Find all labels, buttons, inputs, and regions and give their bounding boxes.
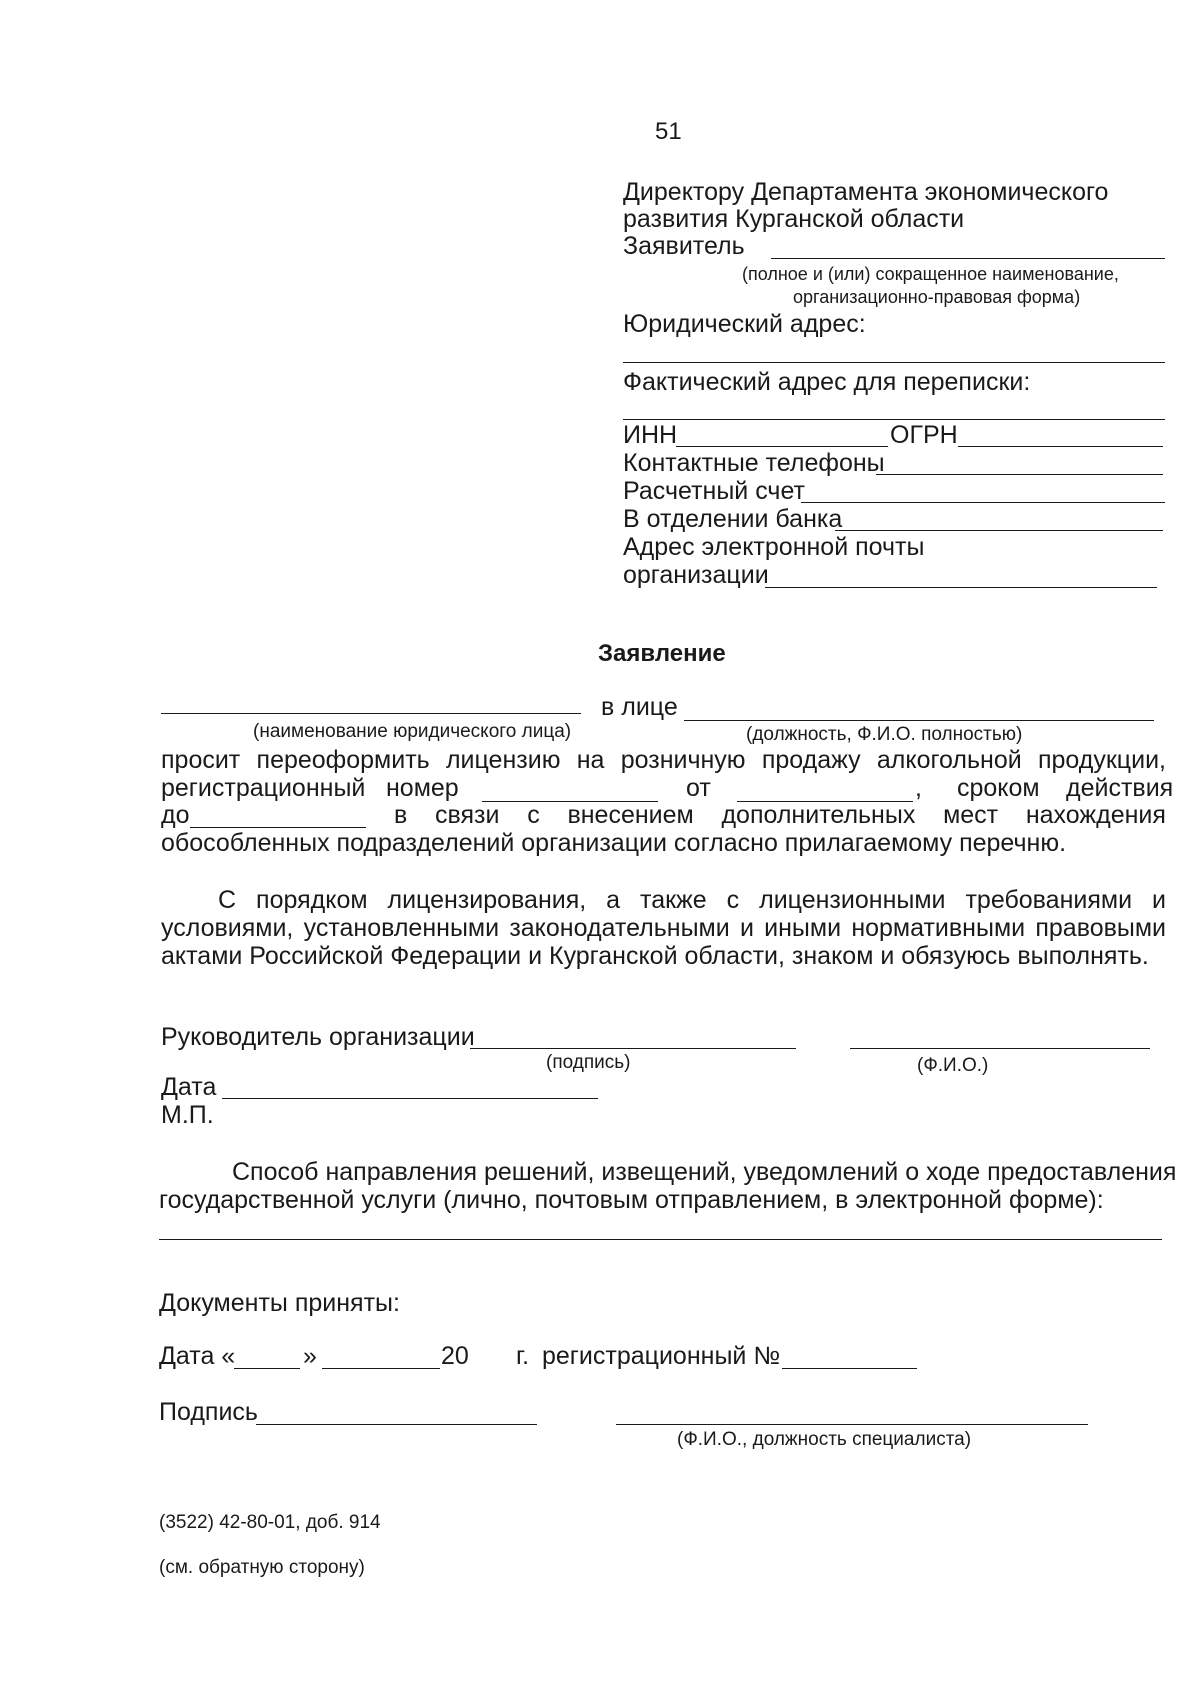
accepted-label: Документы приняты: — [159, 1289, 400, 1317]
comma: , — [915, 774, 922, 802]
specialist-hint: (Ф.И.О., должность специалиста) — [677, 1429, 972, 1450]
actual-address-field[interactable] — [623, 419, 1165, 420]
applicant-field[interactable] — [771, 258, 1165, 259]
head-name-field[interactable] — [850, 1048, 1150, 1049]
legal-address-label: Юридический адрес: — [623, 310, 866, 338]
term-label: сроком — [957, 774, 1040, 802]
email-label-1: Адрес электронной почты — [623, 533, 925, 561]
agreement-word: законодательными — [509, 914, 730, 942]
agreement-word: а — [606, 886, 621, 914]
bank-label: В отделении банка — [623, 505, 843, 533]
request-word: алкогольной — [876, 746, 1022, 774]
agreement-word: и — [1152, 886, 1166, 914]
agreement-word: порядком — [256, 886, 368, 914]
org-name-hint: (наименование юридического лица) — [253, 721, 572, 742]
head-label: Руководитель организации — [161, 1023, 475, 1051]
agreement-line-3: актами Российской Федерации и Курганской области, знаком и обязуюсь выполнять. — [161, 942, 1149, 970]
year-prefix: 20 — [441, 1342, 469, 1370]
agreement-line-1 — [218, 888, 1166, 913]
request-word: розничную — [620, 746, 746, 774]
reg-number-label: регистрационный — [161, 774, 366, 802]
head-signature-field[interactable] — [470, 1048, 796, 1049]
applicant-label: Заявитель — [623, 232, 745, 260]
specialist-field[interactable] — [616, 1424, 1088, 1425]
account-label: Расчетный счет — [623, 477, 805, 505]
request-word: продажу — [761, 746, 861, 774]
reg-number-accepted-field[interactable] — [782, 1368, 917, 1369]
agreement-word: установленными — [303, 914, 500, 942]
request-word: связи — [435, 801, 500, 829]
request-word: переоформить — [256, 746, 430, 774]
agreement-word: иными — [764, 914, 842, 942]
request-word: просит — [161, 746, 241, 774]
footer-phone: (3522) 42-80-01, доб. 914 — [159, 1512, 381, 1533]
date-field[interactable] — [222, 1098, 598, 1099]
from-label: от — [686, 774, 711, 802]
agreement-word: с — [726, 886, 740, 914]
signature-hint: (подпись) — [546, 1052, 631, 1073]
addressee-line-1: Директору Департамента экономического — [623, 178, 1109, 206]
sign-label: Подпись — [159, 1398, 258, 1426]
inn-label: ИНН — [623, 421, 678, 449]
agreement-word: и — [739, 914, 754, 942]
phones-label: Контактные телефоны — [623, 449, 885, 477]
number-label: номер — [386, 774, 459, 802]
request-word: в — [394, 801, 408, 829]
footer-note: (см. обратную сторону) — [159, 1557, 365, 1578]
person-field[interactable] — [684, 720, 1154, 721]
agreement-word: С — [218, 886, 237, 914]
accepted-month-field[interactable] — [322, 1368, 440, 1369]
bank-field[interactable] — [835, 530, 1163, 531]
agreement-word: также — [640, 886, 707, 914]
delivery-method-field[interactable] — [159, 1239, 1162, 1240]
addressee-line-2: развития Курганской области — [623, 205, 965, 233]
agreement-word: требованиями — [965, 886, 1133, 914]
request-word: лицензию — [445, 746, 561, 774]
delivery-line-2: государственной услуги (лично, почтовым отправлением, в электронной форме): — [159, 1186, 1104, 1214]
request-word: с — [527, 801, 540, 829]
accepted-date-label: Дата « — [159, 1342, 236, 1370]
accepted-day-field[interactable] — [234, 1368, 300, 1369]
legal-address-field[interactable] — [623, 362, 1165, 363]
request-word: мест — [943, 801, 999, 829]
request-word: дополнительных — [721, 801, 916, 829]
inn-field[interactable] — [676, 446, 888, 447]
email-label-2: организации — [623, 561, 769, 589]
account-field[interactable] — [801, 502, 1165, 503]
year-suffix: г. — [516, 1342, 530, 1370]
request-word: продукции, — [1037, 746, 1166, 774]
validity-label: действия — [1066, 774, 1174, 802]
agreement-word: условиями, — [161, 914, 294, 942]
name-hint: (Ф.И.О.) — [917, 1055, 989, 1076]
phones-field[interactable] — [876, 474, 1163, 475]
accepted-signature-field[interactable] — [256, 1424, 537, 1425]
applicant-hint-1: (полное и (или) сокращенное наименование, — [742, 264, 1119, 284]
applicant-hint-2: организационно-правовая форма) — [793, 287, 1081, 307]
ogrn-label: ОГРН — [890, 421, 958, 449]
request-word: внесением — [567, 801, 694, 829]
agreement-word: лицензионными — [759, 886, 946, 914]
request-line-1 — [161, 748, 1166, 773]
date-label: Дата — [161, 1073, 217, 1101]
actual-address-label: Фактический адрес для переписки: — [623, 368, 1031, 396]
in-person-label: в лице — [601, 693, 678, 721]
until-date-field[interactable] — [190, 827, 366, 828]
ogrn-field[interactable] — [958, 446, 1163, 447]
request-word: нахождения — [1025, 801, 1166, 829]
agreement-word: нормативными — [851, 914, 1026, 942]
quote-close: » — [303, 1342, 317, 1370]
request-line-3 — [394, 803, 1166, 828]
until-label: до — [161, 801, 190, 829]
agreement-line-2 — [161, 916, 1166, 941]
page-number: 51 — [655, 118, 682, 145]
reg-label: регистрационный № — [542, 1342, 781, 1370]
stamp-label: М.П. — [161, 1101, 214, 1129]
agreement-word: правовыми — [1035, 914, 1166, 942]
person-hint: (должность, Ф.И.О. полностью) — [746, 724, 1023, 745]
request-line-4: обособленных подразделений организации согласно прилагаемому перечню. — [161, 829, 1067, 857]
document-title: Заявление — [598, 640, 726, 667]
email-field[interactable] — [765, 587, 1157, 588]
request-word: на — [576, 746, 605, 774]
agreement-word: лицензирования, — [387, 886, 587, 914]
org-name-field[interactable] — [161, 713, 581, 714]
delivery-line-1: Способ направления решений, извещений, уведомлений о ходе предоставления — [232, 1158, 1177, 1186]
